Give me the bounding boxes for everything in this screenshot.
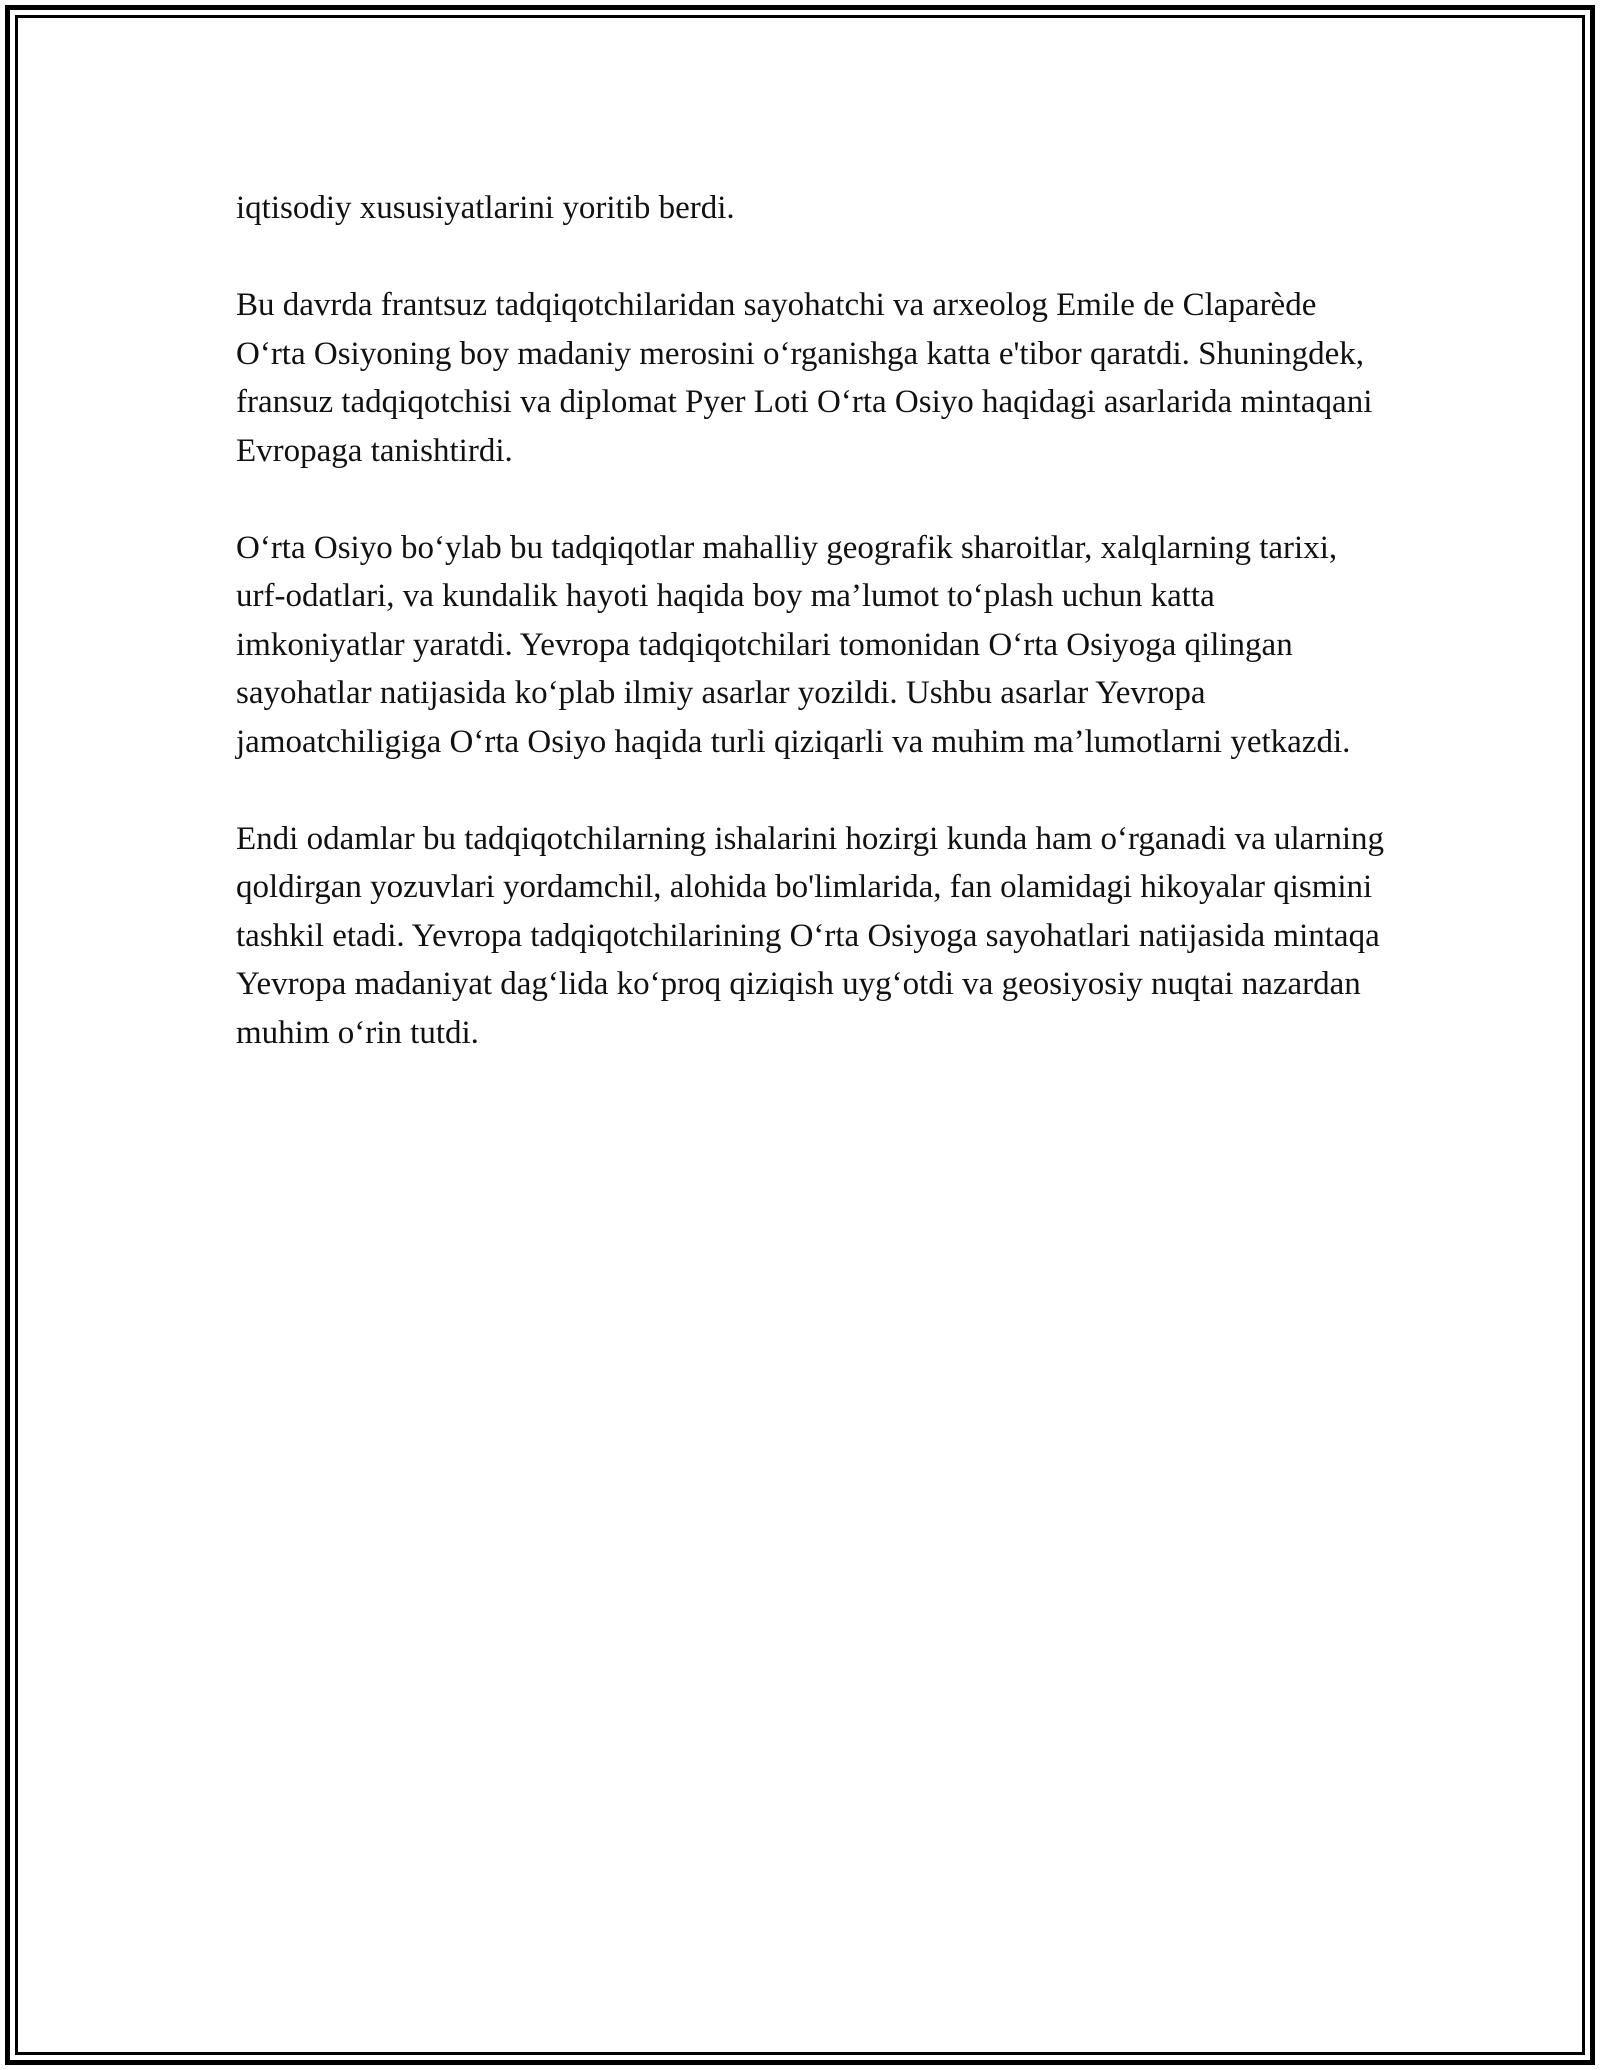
document-body	[236, 184, 1386, 1106]
paragraph-2: Bu davrda frantsuz tadqiqotchilaridan sayohatchi va arxeolog Emile de Claparède O‘rta Osiyoning boy madaniy merosini o‘rganishga katta e'tibor qaratdi. Shuningdek, fransuz tadqiqotchisi va diplomat Pyer Loti O‘rta Osiyo haqidagi asarlarida mintaqani Evropaga tanishtirdi.	[236, 287, 1373, 469]
paragraph-1: iqtisodiy xususiyatlarini yoritib berdi.	[236, 190, 735, 226]
paragraph-3: O‘rta Osiyo bo‘ylab bu tadqiqotlar mahalliy geografik sharoitlar, xalqlarning tarixi, urf-odatlari, va kundalik hayoti haqida boy ma’lumot to‘plash uchun katta imkoniyatlar yaratdi. Yevropa tadqiqotchilari tomonidan O‘rta Osiyoga qilingan sayohatlar natijasida ko‘plab ilmiy asarlar yozildi. Ushbu asarlar Yevropa jamoatchiligiga O‘rta Osiyo haqida turli qiziqarli va muhim ma’lumotlarni yetkazdi.	[236, 529, 1351, 760]
paragraph-4: Endi odamlar bu tadqiqotchilarning ishalarini hozirgi kunda ham o‘rganadi va ularning qoldirgan yozuvlari yordamchil, alohida bo'limlarida, fan olamidagi hikoyalar qismini tashkil etadi. Yevropa tadqiqotchilarining O‘rta Osiyoga sayohatlari natijasida mintaqa Yevropa madaniyat dag‘lida ko‘proq qiziqish uyg‘otdi va geosiyosiy nuqtai nazardan muhim o‘rin tutdi.	[236, 820, 1384, 1051]
